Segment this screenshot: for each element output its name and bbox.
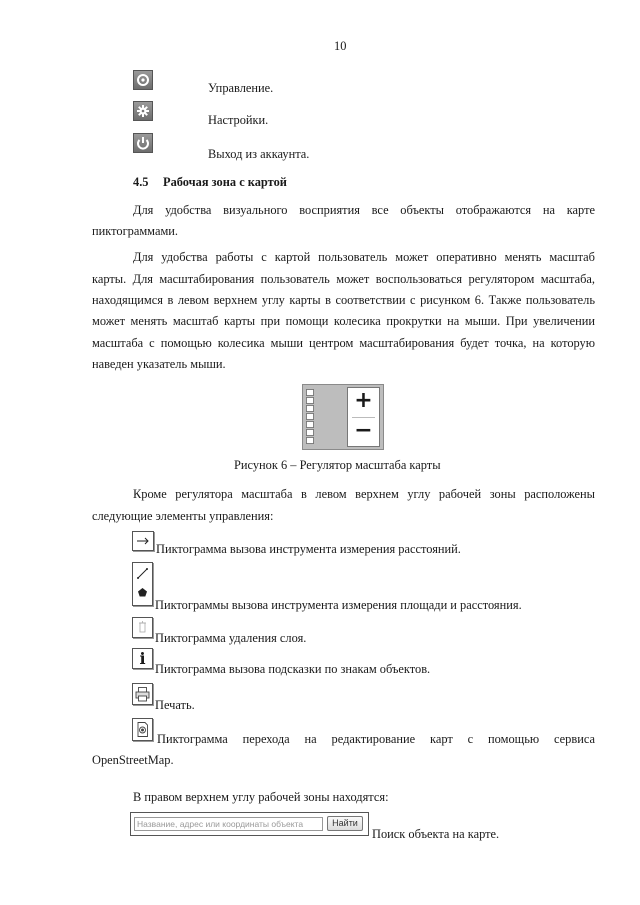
para1-line2: пиктограммами. [92, 224, 179, 238]
menu-item-manage: Управление. [208, 81, 274, 95]
section-title: Рабочая зона с картой [163, 175, 287, 189]
para2-line4: может менять масштаб карты при помощи колесика прокрутки на мыши. При увеличении [92, 314, 595, 328]
tool-osm-line2: OpenStreetMap. [92, 753, 174, 767]
para3-line2: следующие элементы управления: [92, 509, 274, 523]
tool-measure-area-text: Пиктограммы вызова инструмента измерения площади и расстояния. [155, 598, 522, 612]
gear-icon [133, 101, 153, 121]
section-number: 4.5 [133, 175, 149, 189]
power-icon [133, 133, 153, 153]
para2-line2: карты. Для масштабирования пользователь может воспользоваться регулятором масштаба, [92, 272, 595, 286]
search-widget [130, 812, 369, 836]
mini-toolbar [306, 389, 314, 445]
tool-osm-line1: Пиктограмма перехода на редактирование карт с помощью сервиса [157, 732, 595, 746]
tool-delete-layer-text: Пиктограмма удаления слоя. [155, 631, 307, 645]
printer-icon [132, 683, 153, 705]
menu-item-logout: Выход из аккаунта. [208, 147, 310, 161]
zoom-control[interactable] [347, 387, 380, 447]
figure-caption: Рисунок 6 – Регулятор масштаба карты [234, 458, 441, 472]
search-description: Поиск объекта на карте. [372, 827, 500, 841]
manage-icon [133, 70, 153, 90]
zoom-in-button[interactable]: + [354, 388, 373, 413]
search-button[interactable]: Найти [327, 816, 363, 831]
search-input[interactable]: Название, адрес или координаты объекта [134, 817, 323, 831]
osm-edit-icon [132, 718, 153, 741]
measure-area-icon [132, 562, 153, 606]
para2-line3: находящимся в левом верхнем углу карты в соответствии с рисунком 6. Также пользователь [92, 293, 595, 307]
para4: В правом верхнем углу рабочей зоны находятся: [133, 790, 389, 804]
para2-line5: масштаба с помощью колесика мыши центром масштабирования будет точка, на которую [92, 336, 595, 350]
info-icon [132, 648, 153, 669]
tool-measure-distance-text: Пиктограмма вызова инструмента измерения расстояний. [156, 542, 461, 556]
zoom-out-button[interactable]: − [354, 418, 373, 443]
info-glyph: i [139, 649, 146, 668]
para1-line1: Для удобства визуального восприятия все объекты отображаются на карте [133, 203, 595, 217]
arrow-right-icon [132, 531, 154, 551]
zoom-figure [302, 384, 384, 450]
para3-line1: Кроме регулятора масштаба в левом верхнем углу рабочей зоны расположены [133, 487, 595, 501]
para2-line1: Для удобства работы с картой пользователь может оперативно менять масштаб [133, 250, 595, 264]
page-number: 10 [334, 39, 347, 53]
tool-info-text: Пиктограмма вызова подсказки по знакам объектов. [155, 662, 431, 676]
delete-layer-icon [132, 617, 153, 638]
tool-print-text: Печать. [155, 698, 195, 712]
menu-item-settings: Настройки. [208, 113, 269, 127]
para2-line6: наведен указатель мыши. [92, 357, 226, 371]
